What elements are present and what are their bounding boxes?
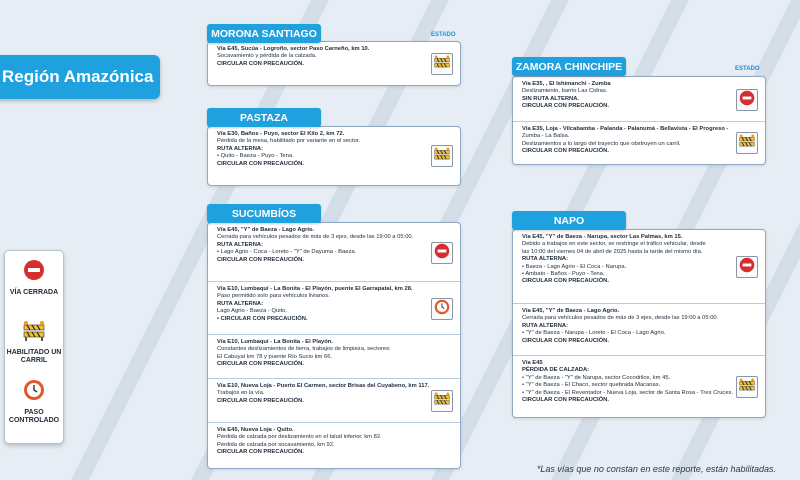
report-text [217, 427, 420, 457]
report-text [217, 286, 420, 323]
one-lane-barrier-icon [738, 133, 756, 154]
report-line: • "Y" de Baeza - "Y" de Narupa, sector Cocodrilos, km 45. [522, 374, 671, 381]
report-line: Vía E45, Nueva Loja - Quito. [217, 427, 294, 433]
report-line: Vía E35, Loja - Vilcabamba - Palanda - Palanumá - Bellavista - El Progreso - [522, 126, 729, 132]
report-line: CIRCULAR CON PRECAUCIÓN. [522, 103, 609, 110]
estado-header-left: ESTADO [431, 32, 456, 38]
legend-label-closed: VÍA CERRADA [9, 289, 59, 296]
one-lane-barrier-icon [433, 54, 451, 75]
report-line: Vía E45, "Y" de Baeza - Lago Agrio. [522, 308, 620, 314]
one-lane-barrier-icon [738, 377, 756, 398]
legend-item-controlled [5, 379, 63, 439]
report-line: Vía E10, Nueva Loja - Puerto El Carmen, sector Brisas del Cuyabeno, km 117. [217, 383, 430, 389]
report-row [208, 127, 460, 185]
report-line: CIRCULAR CON PRECAUCIÓN. [522, 337, 609, 344]
report-line: • Baeza - Lago Agrio - El Coca - Narupa. [522, 263, 627, 270]
report-line: Deslizamiento, barrio Las Cidras. [522, 88, 608, 95]
report-line: • "Y" de Baeza - El Chaco, sector quebrada Macanas. [522, 382, 661, 389]
report-row [208, 423, 460, 468]
report-line: Pérdida de calzada por deslizamiento en el talud inferior, km 82. [217, 434, 382, 441]
report-line: SIN RUTA ALTERNA. [522, 95, 579, 102]
status-icon-box [431, 242, 453, 264]
section-title-napo: NAPO [512, 211, 626, 230]
status-icon-box [431, 390, 453, 412]
report-text [217, 131, 420, 168]
report-line: RUTA ALTERNA: [217, 300, 264, 307]
report-line: • Lago Agrio - Coca - Loreto - "Y" de Dayuma - Baeza. [217, 249, 357, 256]
report-line: Cerrada para vehículos pesados de más de 3 ejes, desde las 19:00 a 05:00. [522, 315, 719, 322]
closed-road-icon [434, 243, 450, 264]
report-line: CIRCULAR CON PRECAUCIÓN. [217, 256, 304, 263]
legend-label-one-lane: HABILITADO UN CARRIL [6, 349, 62, 364]
report-line: RUTA ALTERNA: [522, 322, 569, 329]
report-line: Vía E45, "Y" de Baeza - Lago Agrio. [217, 227, 315, 233]
report-line: Constantes deslizamientos de tierra, trabajos de limpieza, sectores: [217, 346, 391, 353]
report-text [522, 234, 725, 286]
report-row [208, 379, 460, 423]
report-line: • CIRCULAR CON PRECAUCIÓN. [217, 315, 308, 322]
report-line: • "Y" de Baeza - El Reventador - Nueva Loja, sector de Santa Rosa - Tres Cruces. [522, 389, 734, 396]
report-line: CIRCULAR CON PRECAUCIÓN. [217, 160, 304, 167]
one-lane-barrier-icon [22, 319, 46, 346]
report-line: Pérdida de calzada por socavamiento, km 92. [217, 441, 335, 448]
section-title-zamora-chinchipe: ZAMORA CHINCHIPE [512, 57, 626, 76]
report-line: Debido a trabajos en este sector, se restringe el tráfico vehicular, desde [522, 241, 706, 248]
status-icon-box [431, 145, 453, 167]
report-row [513, 230, 765, 304]
report-row [513, 304, 765, 356]
card-morona-santiago [207, 41, 461, 86]
report-line: CIRCULAR CON PRECAUCIÓN. [522, 278, 609, 285]
report-line: CIRCULAR CON PRECAUCIÓN. [522, 397, 609, 404]
status-legend [4, 250, 64, 444]
footnote: *Las vías que no constan en este reporte, están habilitadas. [536, 464, 776, 474]
report-line: RUTA ALTERNA: [217, 241, 264, 248]
report-text [522, 126, 729, 156]
report-row [208, 223, 460, 282]
report-row [208, 335, 460, 379]
report-text [217, 46, 420, 68]
card-napo [512, 229, 766, 418]
status-icon-box [431, 298, 453, 320]
report-line: CIRCULAR CON PRECAUCIÓN. [217, 361, 304, 368]
legend-label-controlled: PASO CONTROLADO [8, 409, 60, 424]
section-title-morona-santiago: MORONA SANTIAGO [207, 24, 321, 43]
report-line: CIRCULAR CON PRECAUCIÓN. [522, 148, 609, 155]
report-line: Vía E45, Sucúa - Logroño, sector Paso Carneño, km 10. [217, 46, 370, 52]
status-icon-box [736, 256, 758, 278]
report-text [522, 308, 725, 345]
legend-item-closed [5, 259, 63, 319]
card-pastaza [207, 126, 461, 186]
report-row [208, 282, 460, 335]
report-line: • Quito - Baeza - Puyo - Tena. [217, 153, 294, 160]
report-line: Vía E45 [522, 360, 543, 366]
report-line: RUTA ALTERNA: [217, 145, 264, 152]
report-line: El Cabuyal km 78 y puente Río Sucio km 66. [217, 353, 333, 360]
status-icon-box [736, 132, 758, 154]
region-title: Región Amazónica [0, 55, 160, 99]
status-icon-box [736, 376, 758, 398]
closed-road-icon [739, 90, 755, 111]
estado-header-right: ESTADO [735, 66, 760, 72]
report-line: Vía E45, "Y" de Baeza - Narupa, sector Las Palmas, km 15. [522, 234, 683, 240]
report-row [208, 42, 460, 85]
legend-item-one-lane [5, 319, 63, 379]
section-title-pastaza: PASTAZA [207, 108, 321, 127]
closed-road-icon [739, 257, 755, 278]
report-row [513, 77, 765, 122]
report-text [522, 360, 734, 404]
report-text [217, 383, 430, 405]
report-line: Lago Agrio - Baeza - Quito. [217, 308, 287, 315]
report-line: Paso permitido solo para vehículos livianos. [217, 293, 330, 300]
report-line: • "Y" de Baeza - Narupa - Loreto - El Coca - Lago Agrio. [522, 330, 666, 337]
one-lane-barrier-icon [433, 391, 451, 412]
report-line: • Ambato - Baños - Puyo - Tena. [522, 271, 605, 278]
report-line: CIRCULAR CON PRECAUCIÓN. [217, 449, 304, 456]
card-sucumbios [207, 222, 461, 469]
report-line: PÉRDIDA DE CALZADA: [522, 367, 590, 374]
section-title-sucumbios: SUCUMBÍOS [207, 204, 321, 223]
report-text [217, 227, 420, 264]
one-lane-barrier-icon [433, 146, 451, 167]
report-line: Deslizamientos a lo largo del trayecto que obstruyen un carril. [522, 140, 681, 147]
report-text [522, 81, 725, 111]
report-line: Cerrada para vehículos pesados de más de 3 ejes, desde las 19:00 a 05:00. [217, 234, 414, 241]
report-line: CIRCULAR CON PRECAUCIÓN. [217, 60, 304, 67]
report-line: Socavamiento y pérdida de la calzada. [217, 53, 317, 60]
closed-road-icon [23, 259, 45, 286]
controlled-pass-clock-icon [23, 379, 45, 406]
report-row [513, 356, 765, 417]
report-line: las 10:00 del viernes 04 de abril de 2025 hasta la tarde del mismo día. [522, 248, 703, 255]
report-line: Vía E35, , El Ishimanchi - Zumba [522, 81, 611, 87]
report-text [217, 339, 420, 369]
report-line: Trabajos en la vía. [217, 390, 265, 397]
report-line: Pérdida de la mesa, habilitado por variante en el sector. [217, 138, 361, 145]
report-line: Vía E30, Baños - Puyo, sector El Kilo 2, km 72. [217, 131, 345, 137]
report-line: Zumba - La Balsa. [522, 133, 570, 140]
status-icon-box [431, 53, 453, 75]
report-line: Vía E10, Lumbaquí - La Bonita - El Playón, puente El Garrapatal, km 28. [217, 286, 413, 292]
report-row [513, 122, 765, 164]
report-line: RUTA ALTERNA: [522, 256, 569, 263]
report-line: Vía E10, Lumbaquí - La Bonita - El Playón. [217, 339, 333, 345]
controlled-pass-clock-icon [434, 299, 450, 320]
status-icon-box [736, 89, 758, 111]
report-line: CIRCULAR CON PRECAUCIÓN. [217, 397, 304, 404]
card-zamora-chinchipe [512, 76, 766, 165]
